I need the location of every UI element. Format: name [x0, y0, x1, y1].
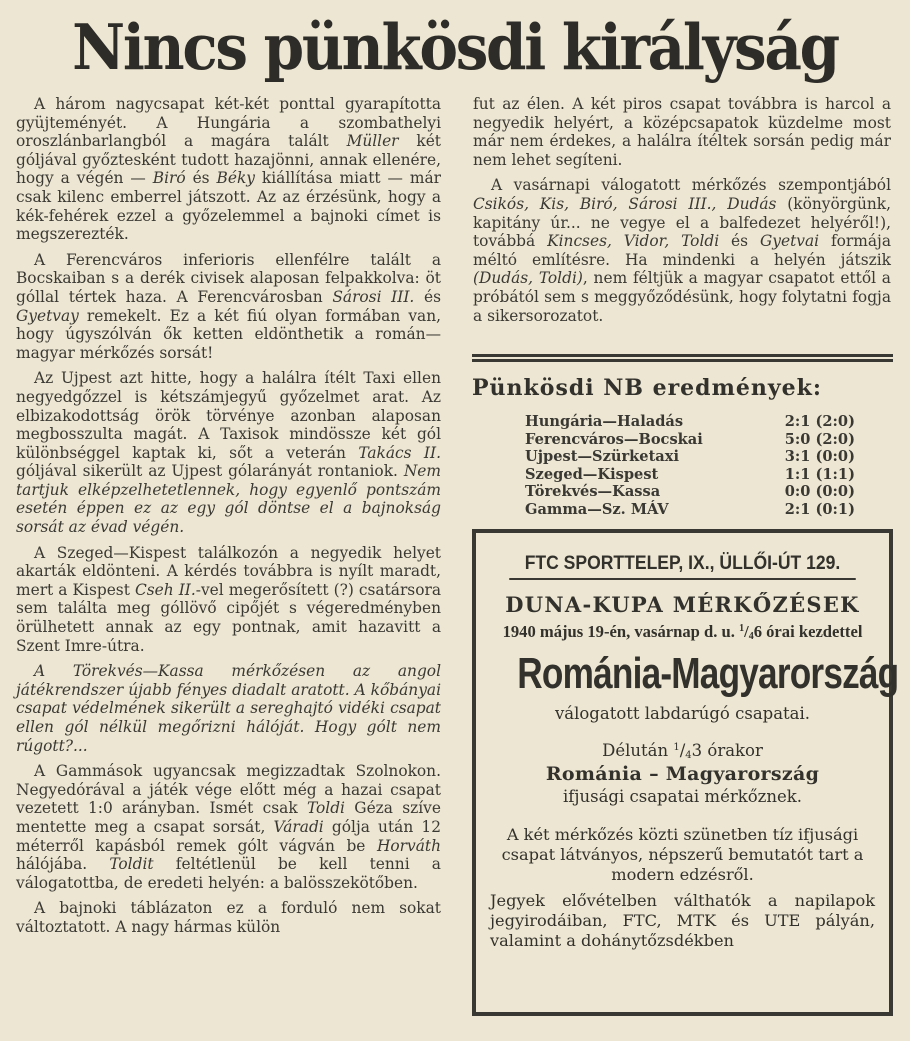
player-name: Toldi: [306, 799, 345, 818]
text: , nem féltjük a magyar csapatot ettől a próbától sem s meggyőződésünk, hogy folytatni fogja a sikersorozatot.: [473, 269, 891, 325]
text: 1940 május 19-én, vasárnap d. u.: [502, 622, 740, 641]
text: Az Ujpest azt hitte, hogy a halálra ítélt Taxi ellen negyedgőzzel is kétszámjegyű győzelmet arat. Az elbizakodottság örök törvénye azonban alaposan megbosszulta magát. A Taxisok mindössze két gól különbséggel kaptak ki, sőt a veterán: [16, 369, 441, 462]
result-row: [525, 483, 855, 501]
match-score: 0:0 (0:0): [784, 483, 855, 500]
paragraph-szeged: [16, 544, 441, 656]
player-names: Csikós, Kis, Biró, Sárosi III., Dudás: [473, 194, 777, 213]
text: és: [719, 232, 760, 251]
player-name: Horváth: [376, 836, 441, 855]
player-name: Biró: [152, 169, 186, 188]
result-row: [525, 466, 855, 484]
text: A három nagycsapat két-két ponttal gyarapította gyüjteményét. A Hungária a szombathelyi oroszlánbarlangból a magára talált: [16, 95, 441, 151]
player-name: Béky: [216, 169, 255, 188]
player-name: Gyetvay: [16, 306, 79, 325]
ad-interval-text: A két mérkőzés közti szünetben tíz ifjusági csapat látványos, népszerű bemutatót tart a modern edzésről.: [501, 825, 864, 884]
player-names: Kincses, Vidor, Toldi: [547, 232, 720, 251]
match-name: Hungária—Haladás: [525, 413, 684, 430]
text: 3 órakor: [691, 741, 763, 760]
text: góljával sikerült az Ujpest gólarányát rontaniok.: [16, 462, 404, 481]
result-row: [525, 413, 855, 431]
paragraph-gamma: [16, 762, 441, 892]
player-name: Cseh II.: [134, 580, 196, 599]
paragraph-torekves: A Törekvés—Kassa mérkőzésen az angol játékrendszer újabb fényes diadalt aratott. A kőbányai csapat védelmének sikerült a sereghajtó vidéki csapat ellen gól nélkül megőrizni hálóját. Hogy gólt nem rúgott?...: [16, 662, 441, 755]
ad-cup-title: DUNA-KUPA MÉRKŐZÉSEK: [505, 592, 860, 617]
ad-main-subtitle: válogatott labdarúgó csapatai.: [554, 704, 811, 723]
match-name: Szeged—Kispest: [525, 465, 659, 483]
result-row: [525, 501, 855, 519]
text: gólja után 12 méterről kapásból remek gólt vágván be: [16, 817, 442, 855]
fraction-denominator: 4: [685, 750, 692, 761]
player-name: Takács II.: [358, 443, 441, 462]
article-left-column: [16, 95, 441, 944]
result-row: [525, 448, 855, 466]
match-score: 5:0 (2:0): [784, 430, 855, 448]
text: A Gammások ugyancsak megizzadtak Szolnokon. Negyedórával a játék vége előtt még a hazai csapat vezetett 1:0 arányban. Ismét csak: [16, 762, 441, 818]
match-advertisement-box: [472, 529, 899, 1016]
results-table: [525, 413, 855, 518]
match-score: 1:1 (1:1): [784, 465, 855, 483]
paragraph-table: A bajnoki táblázaton ez a forduló nem sokat változtatott. A nagy hármas külön: [16, 899, 441, 936]
ad-afternoon-time: Délután $^1/_43$ órakor: [602, 741, 763, 761]
article-right-column: [473, 95, 891, 332]
ad-date: 1940 május 19-én, vasárnap d. u. $^1/_46$ órai kezdettel: [502, 622, 863, 642]
match-name: Gamma—Sz. MÁV: [525, 500, 669, 518]
double-rule-divider: [472, 354, 893, 362]
paragraph-ujpest: [16, 369, 441, 536]
fraction-numerator: 1: [673, 742, 680, 753]
match-name: Ferencváros—Bocskai: [525, 430, 703, 448]
text: A Ferencváros inferioris ellenfélre talált a Bocskaiban s a derék civisek alaposan felpakkolva: öt góllal tértek haza. A Ferencvárosban: [16, 250, 441, 306]
text: A vasárnapi válogatott mérkőzés szempontjából: [491, 176, 891, 195]
ad-tickets-text: Jegyek elővételben válthatók a napilapok jegyirodáiban, FTC, MTK és UTE pályán, valamint a dohánytőzsdékben: [490, 891, 875, 950]
ad-youth-subtitle: ifjusági csapatai mérkőznek.: [562, 787, 802, 806]
results-title: Pünkösdi NB eredmények:: [472, 375, 822, 401]
text: és: [185, 169, 217, 188]
paragraph-ferencvaros: [16, 251, 441, 363]
text: kiállítása miatt — már csak kilenc emberrel játszott. Az az érzésünk, hogy a kék-fehérek ezzel a győzelemmel a bajnoki címet is megszerezték.: [16, 169, 441, 244]
text: Délután: [602, 741, 674, 760]
text: két góljával győztesként tudott hazajönni, annak ellenére, hogy a végén —: [16, 132, 441, 188]
ad-main-match: Románia-Magyarország: [517, 649, 899, 698]
text: 6 órai kezdettel: [753, 622, 863, 641]
result-row: [525, 431, 855, 449]
player-name: Gyetvai: [759, 232, 820, 251]
ad-youth-match: Románia – Magyarország: [545, 763, 820, 785]
text: és: [414, 287, 441, 306]
paragraph-national-team: [473, 176, 891, 325]
fraction-numerator: 1: [739, 623, 745, 634]
match-name: Törekvés—Kassa: [525, 483, 661, 500]
text: hálójába.: [16, 855, 110, 874]
player-name: Váradi: [273, 817, 324, 836]
player-name: Toldit: [109, 855, 154, 874]
match-score: 2:1 (2:0): [784, 413, 855, 430]
text: Géza szíve mentette meg a csapat sorsát,: [16, 799, 441, 836]
paragraph-hungaria: [16, 95, 441, 244]
player-name: Sárosi III.: [332, 287, 415, 306]
text: -vel megerősített (?) csatársora sem találta meg góllövő cipőjét s végeredményben örülhetett annak az egy pontnak, amit hazavitt a Szent Imre-útra.: [16, 580, 441, 655]
paragraph-continued: fut az élen. A két piros csapat továbbra is harcol a negyedik helyért, a középcsapatok küzdelme most már nem érdekes, a halálra ítéltek sorsán pedig már nem lehet segíteni.: [473, 95, 891, 169]
text: formája méltó említésre. Ha mindenki a helyén játszik: [473, 232, 892, 269]
ad-venue: FTC SPORTTELEP, IX., ÜLLŐI-ÚT 129.: [509, 552, 856, 580]
player-name: Müller: [346, 132, 399, 151]
article-headline: Nincs pünkösdi királyság: [72, 10, 838, 84]
italic-remark: Nem tartjuk elképzelhetetlennek, hogy egyenlő pontszám esetén éppen ez az egy gól döntse el a bajnokság sorsát az évad végén.: [16, 462, 441, 537]
text: A Szeged—Kispest találkozón a negyedik helyet akarták eldönteni. A kérdés továbbra is nyílt maradt, mert a Kispest: [16, 543, 441, 599]
match-name: Ujpest—Szürketaxi: [525, 448, 680, 465]
player-names: (Dudás, Toldi): [473, 269, 583, 288]
text: remekelt. Ez a két fiú olyan formában van, hogy úgyszólván ők ketten eldönthetik a román—magyar mérkőzés sorsát!: [16, 306, 441, 362]
match-score: 3:1 (0:0): [784, 448, 855, 465]
fraction-denominator: 4: [748, 631, 754, 642]
text: (könyörgünk, kapitány úr... ne vegye el a balfedezet helyéről!), továbbá: [473, 194, 891, 251]
text: feltétlenül be kell tenni a válogatottba, de eredeti helyén: a balösszekötőben.: [16, 855, 441, 892]
match-score: 2:1 (0:1): [784, 500, 855, 518]
